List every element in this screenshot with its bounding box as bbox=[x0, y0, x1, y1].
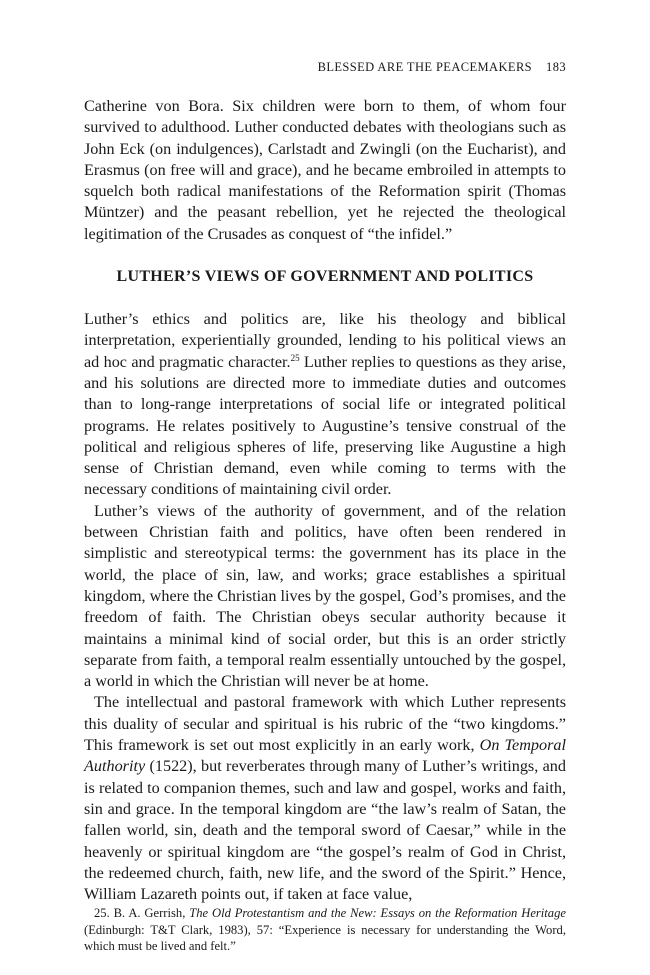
paragraph-text: The intellectual and pastoral framework with which Luther represents this duality of secular and spiritual is his rubric of the “two kingdoms.” This framework is set out most explicitly in an early work, bbox=[84, 693, 566, 755]
paragraph-text: Luther replies to questions as they arise, and his solutions are directed more to immediate duties and outcomes than to long-range interpretations of social life or integrated political programs. He relates positively to Augustine’s tensive construal of the political and religious spheres of life, preserving like Augustine a high sense of Christian demand, even while coming to terms with the necessary conditions of maintaining civil order. bbox=[84, 352, 566, 499]
work-title: On Temporal Authority bbox=[84, 736, 566, 776]
paragraph-ethics-and-politics bbox=[84, 309, 566, 501]
paragraph-text: (1522), but reverberates through many of Luther’s writings, and is related to companion themes, such and law and gospel, works and faith, sin and grace. In the temporal kingdom are “the law’s realm of Satan, the fallen world, sin, death and the temporal sword of Caesar,” while in the heavenly or spiritual kingdom are “the gospel’s realm of God in Christ, the redeemed church, faith, new life, and the sword of the Spirit.” Hence, William Lazareth points out, if taken at face value, bbox=[84, 757, 566, 904]
footnote-reference: 25 bbox=[290, 352, 300, 363]
paragraph-views-of-authority: Luther’s views of the authority of government, and of the relation between Christian faith and politics, have often been rendered in simplistic and stereotypical terms: the government has its place in the world, the place of sin, law, and works; grace establishes a spiritual kingdom, where the Christian lives by the gospel, God’s promises, and the freedom of faith. The Christian obeys secular authority because it maintains a minimal kind of social order, but this is an order strictly separate from faith, a temporal realm essentially untouched by the gospel, a world in which the Christian will never be at home. bbox=[84, 501, 566, 691]
running-head bbox=[84, 58, 566, 76]
section-heading: LUTHER’S VIEWS OF GOVERNMENT AND POLITICS bbox=[116, 268, 534, 286]
paragraph-text: Luther’s ethics and politics are, like his theology and biblical interpretation, experientially grounded, lending to his political views an ad hoc and pragmatic character. bbox=[84, 310, 566, 371]
footnote-text: (Edinburgh: T&T Clark, 1983), 57: “Experience is necessary for understanding the Word, which must be lived and felt.” bbox=[84, 922, 566, 954]
paragraph-two-kingdoms bbox=[84, 692, 566, 905]
footnote bbox=[84, 905, 566, 955]
book-page bbox=[84, 58, 566, 955]
page-number: 183 bbox=[546, 60, 566, 74]
running-head-title: BLESSED ARE THE PEACEMAKERS bbox=[317, 60, 533, 74]
paragraph-continuation: Catherine von Bora. Six children were born to them, of whom four survived to adulthood. Luther conducted debates with theologians such as John Eck (on indulgences), Carlstadt and Zwingli (on the Eucharist), and Erasmus (on free will and grace), and he became embroiled in attempts to squelch both radical manifestations of the Reformation spirit (Thomas Müntzer) and the peasant rebellion, yet he rejected the theological legitimation of the Crusades as conquest of “the infidel.” bbox=[84, 97, 566, 243]
footnote-text: 25. B. A. Gerrish, bbox=[94, 906, 190, 921]
footnote-book-title: The Old Protestantism and the New: Essays on the Reformation Heritage bbox=[189, 906, 566, 921]
body-text bbox=[84, 96, 566, 955]
